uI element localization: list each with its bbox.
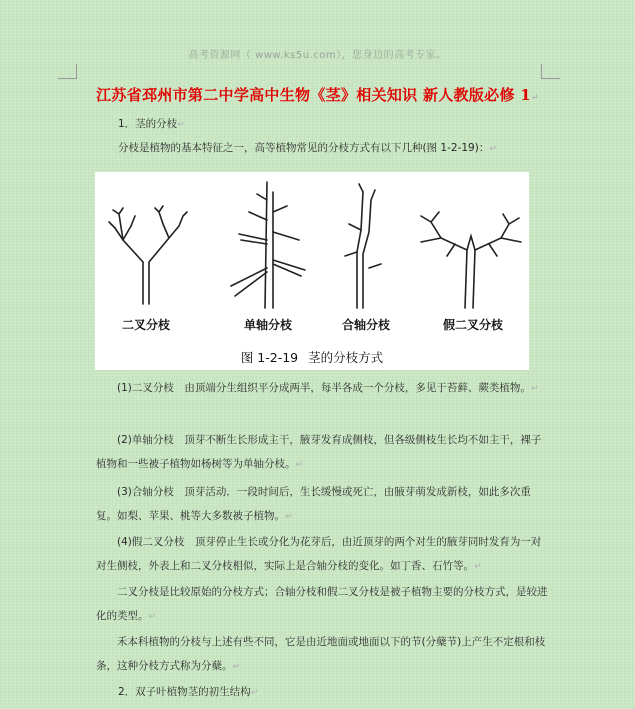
paragraph-mark-icon: ↵: [285, 512, 293, 522]
paragraph-dichotomous: (1)二叉分枝 由顶端分生组织平分成两半，每半各成一个分枝，多见于苔藓、蕨类植物。↵: [117, 382, 539, 394]
figure-label-false-dichotomous: 假二叉分枝: [442, 318, 503, 332]
section-heading-1: 1．茎的分枝↵: [118, 118, 185, 130]
paragraph-mark-icon: ↵: [177, 120, 185, 130]
figure-caption: 图 1-2-19 茎的分枝方式: [240, 350, 384, 365]
crop-mark-top-left: [58, 64, 77, 79]
figure-label-dichotomous: 二叉分枝: [121, 318, 170, 332]
figure-label-monopodial: 单轴分枝: [243, 318, 292, 332]
branching-figure: [95, 172, 529, 370]
figure-label-sympodial: 合轴分枝: [341, 318, 390, 332]
monopodial-branch-drawing: [231, 182, 305, 308]
paragraph-mark-icon: ↵: [531, 93, 539, 103]
paragraph-false-dichotomous: (4)假二叉分枝 顶芽停止生长或分化为花芽后，由近顶芽的两个对生的腋芽同时发育为一对对生侧枝，外表上和二叉分枝相似，实际上是合轴分枝的变化。如丁香、石竹等。↵: [96, 536, 542, 572]
header-note: 高考资源网（ www.ks5u.com），您身边的高考专家。: [188, 50, 447, 61]
section-heading-2: 2．双子叶植物茎的初生结构↵: [118, 686, 259, 698]
sympodial-branch-drawing: [345, 184, 381, 308]
intro-paragraph: 分枝是植物的基本特征之一，高等植物常见的分枝方式有以下几种(图 1-2-19)：↵: [118, 142, 497, 154]
false-dichotomous-branch-drawing: [421, 212, 521, 308]
paragraph-sympodial: (3)合轴分枝 顶芽活动．一段时间后，生长缓慢或死亡，由腋芽萌发成新枝，如此多次重复。如梨、苹果、桃等大多数被子植物。↵: [96, 486, 531, 522]
paragraph-mark-icon: ↵: [232, 662, 241, 672]
paragraph-tillering: 禾本科植物的分枝与上述有些不同，它是由近地面或地面以下的节(分蘖节)上产生不定根和枝条，这种分枝方式称为分蘖。↵: [96, 636, 546, 672]
paragraph-evolution: 二叉分枝是比较原始的分枝方式；合轴分枝和假二叉分枝是被子植物主要的分枝方式，是较进化的类型。↵: [96, 586, 548, 622]
paragraph-mark-icon: ↵: [489, 144, 497, 154]
document-title: 江苏省邳州市第二中学高中生物《茎》相关知识 新人教版必修 1↵: [96, 86, 539, 104]
paragraph-mark-icon: ↵: [474, 562, 482, 572]
crop-mark-top-right: [541, 64, 560, 79]
dichotomous-branch-drawing: [109, 206, 187, 304]
paragraph-monopodial: (2)单轴分枝 顶芽不断生长形成主干，腋芽发育成侧枝，但各级侧枝生长均不如主干，裸子植物和一些被子植物如杨树等为单轴分枝。↵: [96, 434, 542, 470]
paragraph-mark-icon: ↵: [250, 688, 259, 698]
paragraph-mark-icon: ↵: [530, 384, 539, 394]
paragraph-mark-icon: ↵: [148, 612, 157, 622]
paragraph-mark-icon: ↵: [295, 460, 304, 470]
